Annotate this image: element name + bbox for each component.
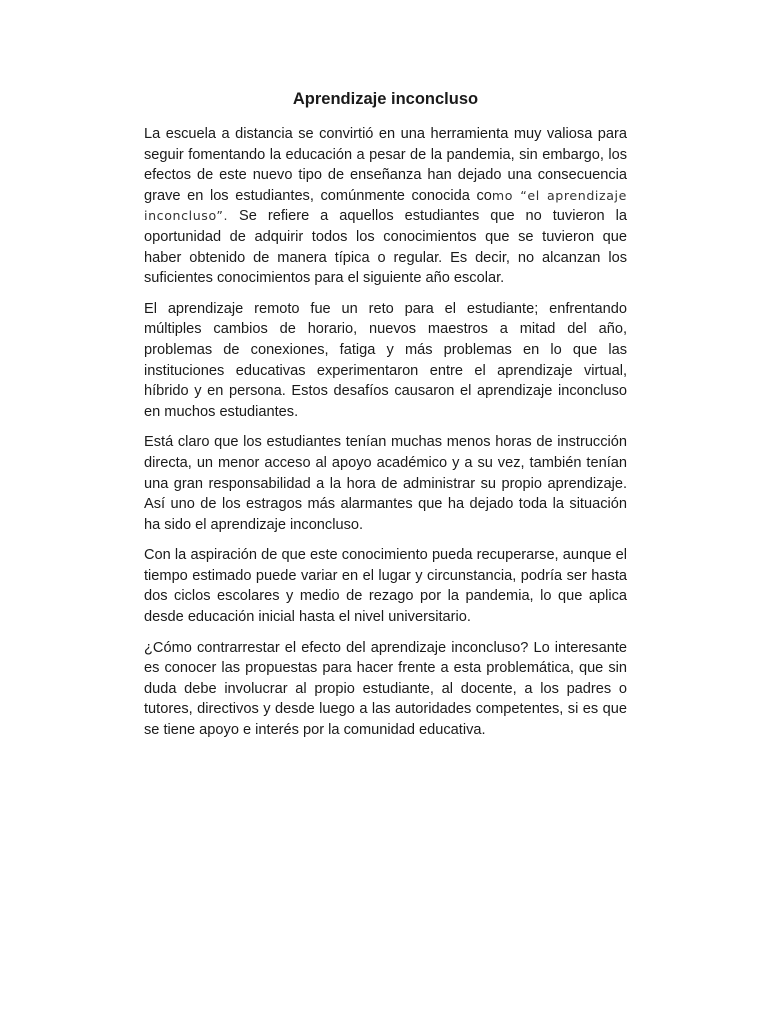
paragraph-1-text-start: La escuela a distancia se convirtió en una herramienta muy valiosa para seguir fomentando la educación a pesar de la pandemia, sin embargo, los efectos de este nuevo tipo de enseñanza han dejado una consecuencia grave en los estudiantes, comúnmente conocida co xyxy=(144,126,627,204)
paragraph-3: Está claro que los estudiantes tenían muchas menos horas de instrucción directa, un menor acceso al apoyo académico y a su vez, también tenían una gran responsabilidad a la hora de administrar su propio aprendizaje. Así uno de los estragos más alarmantes que ha dejado toda la situación ha sido el aprendizaje inconcluso. xyxy=(144,434,627,533)
paragraph-1-quoted-term: mo “el aprendizaje inconcluso”. xyxy=(144,187,627,224)
document-title: Aprendizaje inconcluso xyxy=(292,90,479,108)
document-page xyxy=(144,88,627,751)
paragraph-2: El aprendizaje remoto fue un reto para el estudiante; enfrentando múltiples cambios de horario, nuevos maestros a mitad del año, problemas de conexiones, fatiga y más problemas en lo que las instituciones educativas experimentaron entre el aprendizaje virtual, híbrido y en persona. Estos desafíos causaron el aprendizaje inconcluso en muchos estudiantes. xyxy=(144,300,627,420)
paragraph-1-text-end: Se refiere a aquellos estudiantes que no tuvieron la oportunidad de adquirir todos los conocimientos que se tuvieron que haber obtenido de manera típica o regular. Es decir, no alcanzan los suficientes conocimientos para el siguiente año escolar. xyxy=(144,208,627,287)
paragraph-5: ¿Cómo contrarrestar el efecto del aprendizaje inconcluso? Lo interesante es conocer las propuestas para hacer frente a esta problemática, que sin duda debe involucrar al propio estudiante, al docente, a los padres o tutores, directivos y desde luego a las autoridades competentes, si es que se tiene apoyo e interés por la comunidad educativa. xyxy=(144,639,627,739)
paragraph-1 xyxy=(144,124,627,289)
paragraph-4: Con la aspiración de que este conocimiento pueda recuperarse, aunque el tiempo estimado puede variar en el lugar y circunstancia, podría ser hasta dos ciclos escolares y medio de rezago por la pandemia, lo que aplica desde educación inicial hasta el nivel universitario. xyxy=(144,547,627,626)
